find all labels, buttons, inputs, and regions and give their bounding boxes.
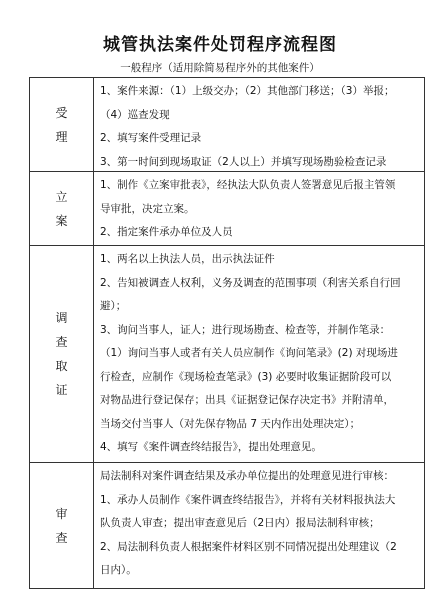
step-line: 队负责人审查；提出审查意见后（2日内）报局法制科审核； (100, 517, 380, 529)
step-line: 导审批，决定立案。 (100, 202, 195, 215)
category-char: 案 (55, 213, 68, 228)
step-category-review (30, 463, 94, 588)
category-char: 查 (55, 530, 68, 545)
category-char: 审 (55, 506, 68, 521)
category-char: 取 (55, 359, 68, 373)
step-line: （4）巡查发现 (100, 108, 170, 121)
step-row-investigation (30, 246, 425, 463)
step-content-review (94, 463, 425, 588)
document-title: 城管执法案件处罚程序流程图 (103, 35, 337, 55)
step-category-acceptance (30, 78, 94, 171)
step-row-acceptance (30, 78, 425, 172)
step-content-filing (94, 172, 425, 245)
category-char: 立 (55, 189, 68, 204)
document-subtitle: 一般程序（适用除简易程序外的其他案件） (120, 62, 320, 74)
category-char: 调 (55, 311, 68, 325)
step-content-acceptance (94, 78, 425, 171)
step-category-filing (30, 172, 94, 245)
step-line: 1、两名以上执法人员，出示执法证件 (100, 253, 275, 265)
category-char: 证 (55, 383, 68, 397)
step-row-review (30, 463, 425, 589)
step-category-investigation (30, 246, 94, 462)
step-line: 行检查，应制作《现场检查笔录》(3) 必要时收集证据阶段可以 (100, 370, 392, 383)
step-line: 1、承办人员制作《案件调查终结报告》，并将有关材料报执法大 (100, 493, 396, 506)
step-line: 4、填写《案件调查终结报告》，提出处理意见。 (100, 441, 322, 453)
category-char: 查 (55, 335, 68, 349)
step-line: 局法制科对案件调查结果及承办单位提出的处理意见进行审核： (100, 470, 394, 482)
step-line: 日内）。 (100, 564, 137, 576)
step-line: 避）； (100, 300, 127, 312)
step-line: （1）询问当事人或者有关人员应制作《询问笔录》(2) 对现场进 (100, 347, 398, 359)
step-content-investigation (94, 246, 425, 462)
step-row-filing (30, 172, 425, 246)
category-char: 理 (55, 129, 68, 144)
step-line: 3、询问当事人，证人；进行现场勘查、检查等，并制作笔录： (100, 323, 391, 336)
step-line: 2、填写案件受理记录 (100, 132, 202, 144)
procedure-table (29, 77, 425, 589)
step-line: 1、制作《立案审批表》，经执法大队负责人签署意见后报主管领 (100, 179, 396, 191)
step-line: 2、指定案件承办单位及人员 (100, 226, 233, 238)
category-char: 受 (55, 105, 68, 120)
step-line: 对物品进行登记保存；出具《证据登记保存决定书》并附清单， (100, 394, 394, 406)
step-line: 2、告知被调查人权利，义务及调查的范围事项（利害关系自行回 (100, 276, 401, 289)
step-line: 1、案件来源：（1）上级交办；（2）其他部门移送；（3）举报； (100, 85, 395, 97)
step-line: 2、局法制科负责人根据案件材料区别不同情况提出处理建议（2 (100, 540, 397, 553)
step-line: 3、第一时间到现场取证（2人以上）并填写现场勘验检查记录 (100, 155, 387, 168)
step-line: 当场交付当事人（对先保存物品 7 天内作出处理决定）； (100, 417, 361, 430)
